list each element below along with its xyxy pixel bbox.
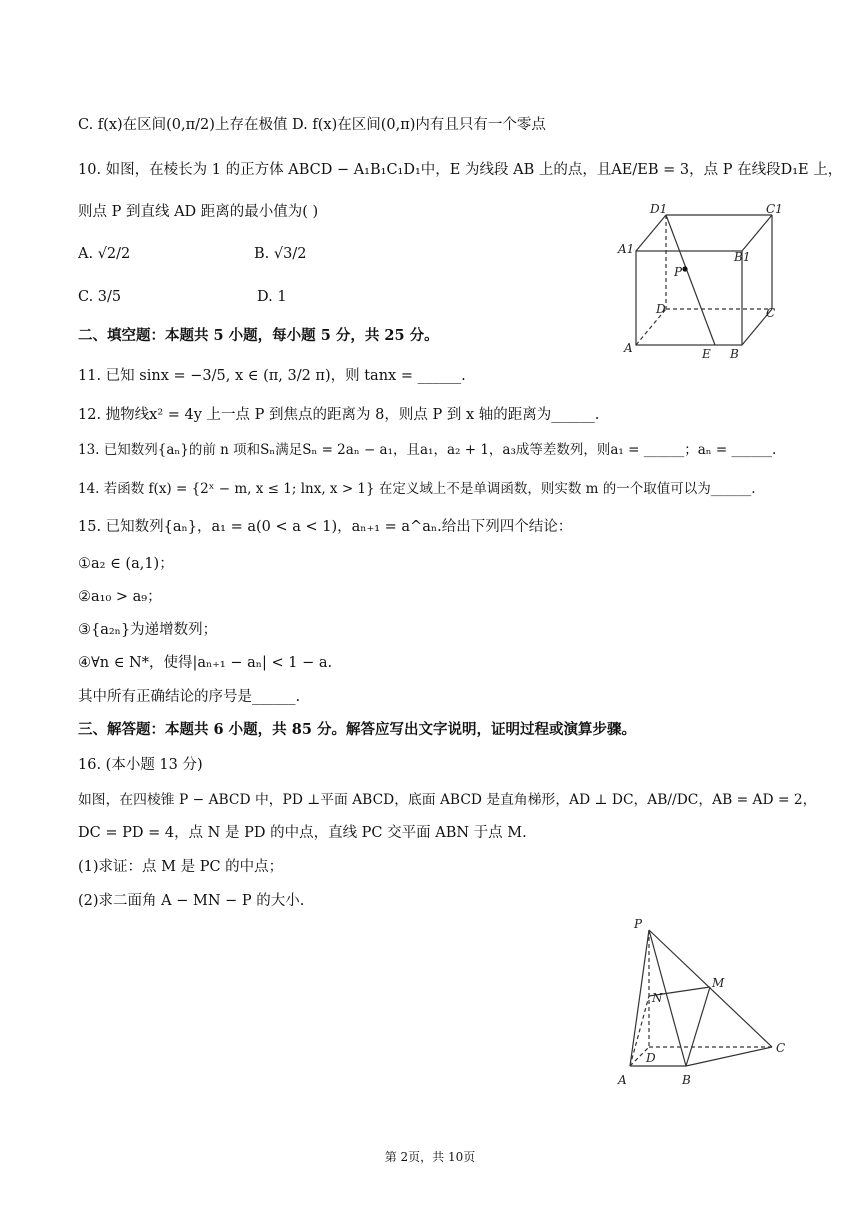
pyramid-label: P bbox=[634, 917, 643, 931]
cube-label: P bbox=[674, 265, 683, 279]
pyramid-label: N bbox=[652, 991, 663, 1005]
q16-part-1: (1)求证：点 M 是 PC 的中点； bbox=[78, 859, 284, 875]
q16-stem-line-2: DC = PD = 4，点 N 是 PD 的中点，直线 PC 交平面 ABN 于点 M. bbox=[78, 825, 527, 841]
cube-label: A1 bbox=[618, 242, 635, 256]
q15-ask: 其中所有正确结论的序号是______. bbox=[78, 689, 301, 705]
q15-conclusion-4: ④∀n ∈ N*，使得|aₙ₊₁ − aₙ| < 1 − a. bbox=[78, 655, 333, 671]
section-2-heading: 二、填空题：本题共 5 小题，每小题 5 分，共 25 分。 bbox=[78, 327, 439, 344]
q10-option-c: C. 3/5 bbox=[78, 289, 122, 305]
pyramid-label: M bbox=[712, 976, 725, 990]
q12-line: 12. 抛物线x² = 4y 上一点 P 到焦点的距离为 8，则点 P 到 x 轴的距离为______. bbox=[78, 407, 600, 423]
cube-label: D1 bbox=[650, 202, 668, 216]
q16-stem-line-1: 如图，在四棱锥 P − ABCD 中，PD ⊥平面 ABCD，底面 ABCD 是直角梯形，AD ⊥ DC，AB//DC，AB = AD = 2， bbox=[78, 792, 817, 808]
q16-title: 16. (本小题 13 分) bbox=[78, 757, 203, 773]
pyramid-label: B bbox=[682, 1073, 691, 1087]
q10-stem-line-1: 10. 如图，在棱长为 1 的正方体 ABCD − A₁B₁C₁D₁中，E 为线段 AB 上的点，且AE/EB = 3，点 P 在线段D₁E 上， bbox=[78, 162, 843, 178]
q10-option-d: D. 1 bbox=[257, 289, 287, 305]
q10-option-b: B. √3/2 bbox=[254, 246, 307, 262]
cube-label: D bbox=[656, 302, 666, 316]
q15-conclusion-2: ②a₁₀ > a₉； bbox=[78, 589, 162, 605]
pyramid-figure bbox=[612, 912, 797, 1092]
cube-label: E bbox=[702, 347, 711, 361]
cube-label: C1 bbox=[766, 202, 783, 216]
page-footer: 第 2页，共 10页 bbox=[384, 1150, 476, 1164]
q15-stem: 15. 已知数列{aₙ}，a₁ = a(0 < a < 1)，aₙ₊₁ = a^aₙ.给出下列四个结论： bbox=[78, 519, 573, 535]
q14-line: 14. 若函数 f(x) = {2ˣ − m, x ≤ 1; lnx, x > 1} 在定义域上不是单调函数，则实数 m 的一个取值可以为______. bbox=[78, 481, 756, 497]
pyramid-label: A bbox=[618, 1073, 627, 1087]
section-3-heading: 三、解答题：本题共 6 小题，共 85 分。解答应写出文字说明，证明过程或演算步骤。 bbox=[78, 721, 636, 738]
cube-label: A bbox=[624, 341, 633, 355]
q15-conclusion-3: ③{a₂ₙ}为递增数列； bbox=[78, 622, 218, 638]
q9-options: C. f(x)在区间(0,π/2)上存在极值 D. f(x)在区间(0,π)内有且只有一个零点 bbox=[78, 117, 546, 133]
q11-line: 11. 已知 sinx = −3/5, x ∈ (π, 3/2 π)，则 tanx = ______. bbox=[78, 368, 466, 384]
q15-conclusion-1: ①a₂ ∈ (a,1)； bbox=[78, 556, 174, 572]
pyramid-label: C bbox=[776, 1041, 786, 1055]
cube-label: C bbox=[766, 306, 776, 320]
q16-part-2: (2)求二面角 A − MN − P 的大小. bbox=[78, 893, 305, 909]
cube-label: B bbox=[730, 347, 739, 361]
q10-option-a: A. √2/2 bbox=[78, 246, 131, 262]
pyramid-label: D bbox=[646, 1051, 656, 1065]
cube-figure bbox=[610, 195, 790, 367]
cube-label: B1 bbox=[734, 250, 751, 264]
q10-stem-line-2: 则点 P 到直线 AD 距离的最小值为( ) bbox=[78, 204, 319, 220]
q13-line: 13. 已知数列{aₙ}的前 n 项和Sₙ满足Sₙ = 2aₙ − a₁，且a₁，a₂ + 1，a₃成等差数列，则a₁ = ______；aₙ = ______. bbox=[78, 442, 777, 458]
